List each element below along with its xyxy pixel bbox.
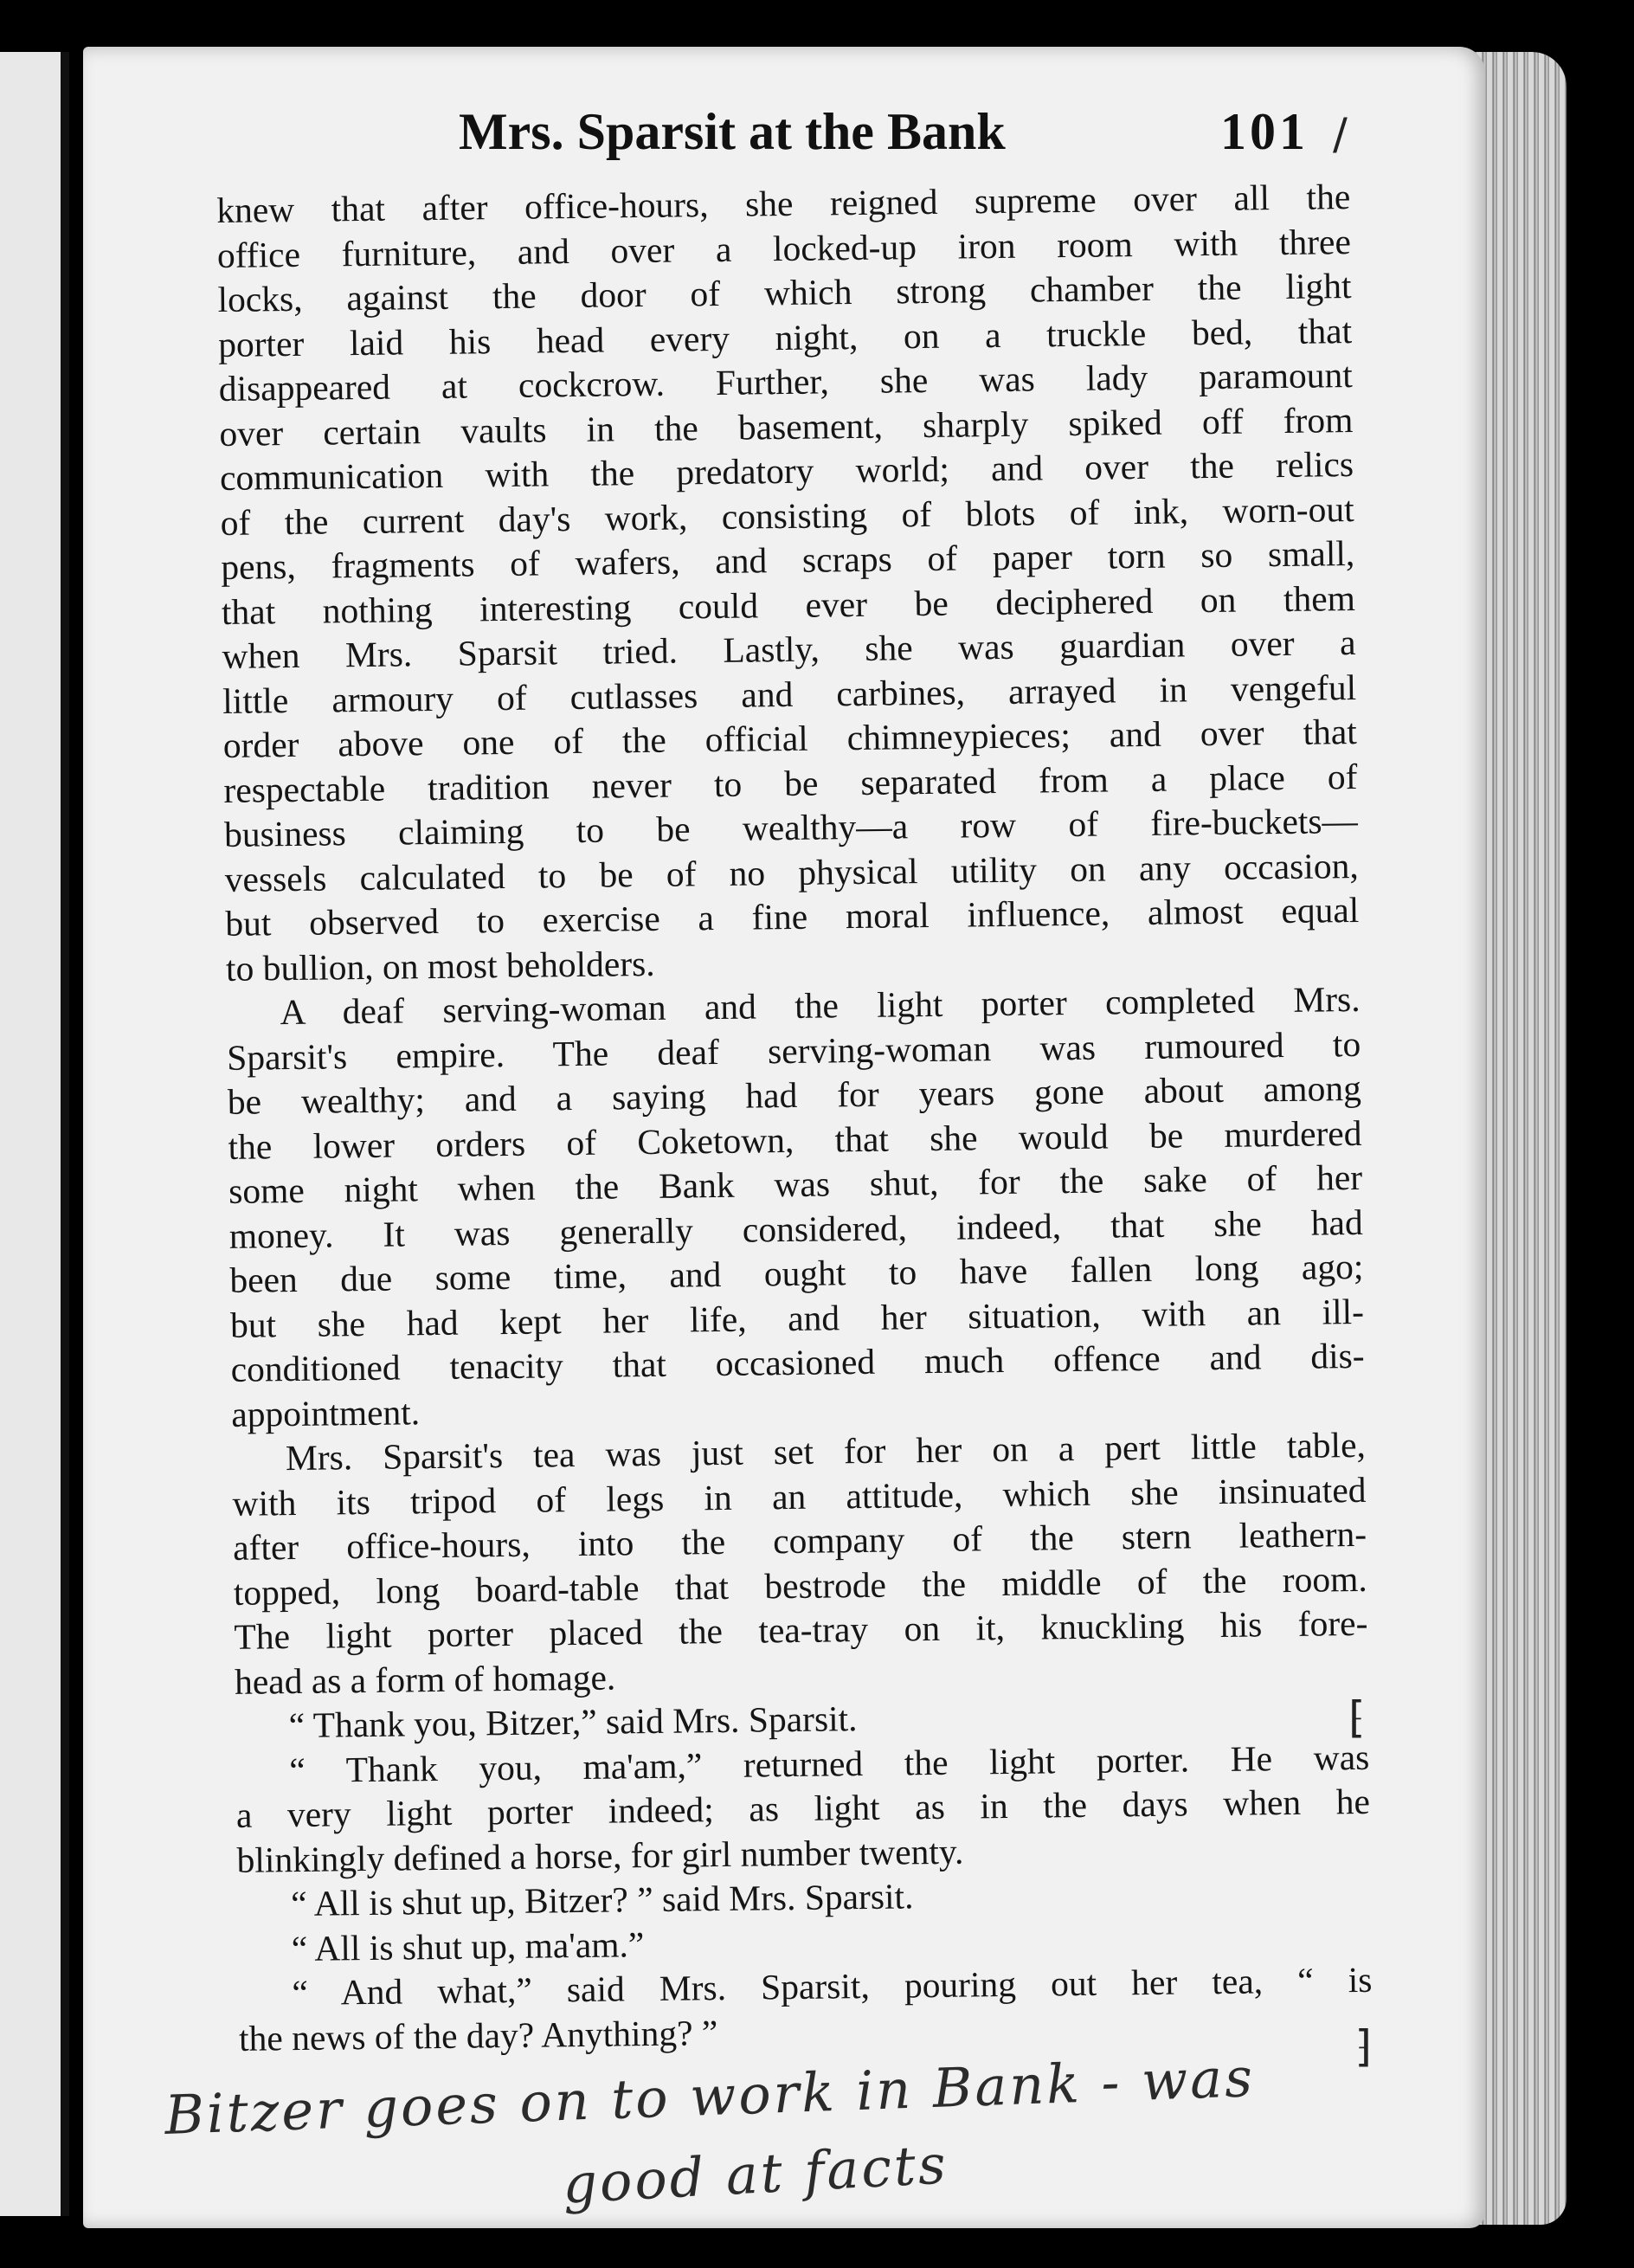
text-line: pens, fragments of wafers, and scraps of paper torn so small, bbox=[221, 532, 1355, 587]
page-number: 101 bbox=[1220, 103, 1309, 160]
text-line: but she had kept her life, and her situation, with an ill- bbox=[229, 1291, 1365, 1345]
text-line: The light porter placed the tea-tray on it, knuckling his fore- bbox=[234, 1602, 1368, 1657]
text-line: over certain vaults in the basement, sharply spiked off from bbox=[219, 399, 1354, 454]
text-line: been due some time, and ought to have fallen long ago; bbox=[229, 1246, 1364, 1300]
text-line: “ Thank you, ma'am,” returned the light porter. He was bbox=[289, 1736, 1370, 1790]
pencil-bracket-mark: ⁅ bbox=[1348, 1692, 1366, 1743]
text-line: “ And what,” said Mrs. Sparsit, pouring out her tea, “ is bbox=[292, 1959, 1373, 2013]
text-line: blinkingly defined a horse, for girl number twenty. bbox=[236, 1831, 964, 1880]
text-line: conditioned tenacity that occasioned much offence and dis- bbox=[230, 1335, 1365, 1389]
text-line: “ All is shut up, Bitzer? ” said Mrs. Sparsit. bbox=[290, 1876, 914, 1924]
text-line: disappeared at cockcrow. Further, she was lady paramount bbox=[218, 354, 1354, 409]
text-line: Mrs. Sparsit's tea was just set for her on a pert little table, bbox=[285, 1424, 1367, 1479]
text-line: with its tripod of legs in an attitude, which she insinuated bbox=[232, 1469, 1367, 1524]
running-head: Mrs. Sparsit at the Bank bbox=[459, 103, 1006, 160]
text-line: some night when the Bank was shut, for the sake of her bbox=[228, 1157, 1363, 1211]
text-line: appointment. bbox=[231, 1391, 421, 1434]
text-line: respectable tradition never to be separated from a place of bbox=[223, 756, 1358, 810]
text-line: “ All is shut up, ma'am.” bbox=[291, 1923, 645, 1968]
text-line: business claiming to be wealthy—a row of fire-buckets— bbox=[223, 800, 1359, 854]
text-line: of the current day's work, consisting of blots of ink, worn-out bbox=[220, 488, 1354, 543]
handwritten-note-line-2: good at facts bbox=[561, 2132, 950, 2216]
book-left-edge bbox=[0, 52, 69, 2216]
text-line: communication with the predatory world; and over the relics bbox=[219, 443, 1354, 498]
text-line: the news of the day? Anything? ” bbox=[238, 2012, 718, 2059]
text-line: that nothing interesting could ever be deciphered on them bbox=[221, 577, 1356, 632]
text-line: after office-hours, into the company of the stern leathern- bbox=[232, 1513, 1367, 1568]
text-line: Sparsit's empire. The deaf serving-woman was rumoured to bbox=[226, 1023, 1361, 1078]
handwritten-note-line-1: Bitzer goes on to work in Bank - was bbox=[164, 2046, 1257, 2147]
text-line: A deaf serving-woman and the light porter completed Mrs. bbox=[280, 978, 1361, 1033]
text-line: head as a form of homage. bbox=[234, 1656, 616, 1702]
text-line: when Mrs. Sparsit tried. Lastly, she was guardian over a bbox=[222, 622, 1356, 676]
text-line: a very light porter indeed; as light as in the days when he bbox=[235, 1781, 1371, 1835]
text-line: but observed to exercise a fine moral influence, almost equal bbox=[225, 889, 1360, 944]
text-line: to bullion, on most beholders. bbox=[225, 943, 655, 989]
pencil-tick-mark: / bbox=[1333, 109, 1348, 159]
body-text bbox=[216, 175, 1373, 2061]
text-line: “ Thank you, Bitzer,” said Mrs. Sparsit. bbox=[288, 1698, 858, 1746]
text-line: locks, against the door of which strong chamber the light bbox=[217, 265, 1352, 319]
text-line: order above one of the official chimneypieces; and over that bbox=[222, 711, 1358, 765]
text-line: knew that after office-hours, she reigned supreme over all the bbox=[216, 176, 1351, 230]
text-line: money. It was generally considered, indeed, that she had bbox=[228, 1202, 1363, 1256]
text-line: vessels calculated to be of no physical utility on any occasion, bbox=[224, 845, 1359, 899]
text-line: topped, long board-table that bestrode the middle of the room. bbox=[233, 1558, 1367, 1613]
page-header bbox=[363, 102, 1402, 180]
text-line: porter laid his head every night, on a truckle bed, that bbox=[217, 310, 1353, 364]
text-line: little armoury of cutlasses and carbines, arrayed in vengeful bbox=[222, 667, 1357, 721]
text-line: office furniture, and over a locked-up iron room with three bbox=[216, 221, 1352, 275]
pencil-bracket-mark: ⁆ bbox=[1355, 2021, 1373, 2071]
text-line: the lower orders of Coketown, that she would be murdered bbox=[228, 1112, 1362, 1167]
text-line: be wealthy; and a saying had for years gone about among bbox=[227, 1067, 1362, 1122]
